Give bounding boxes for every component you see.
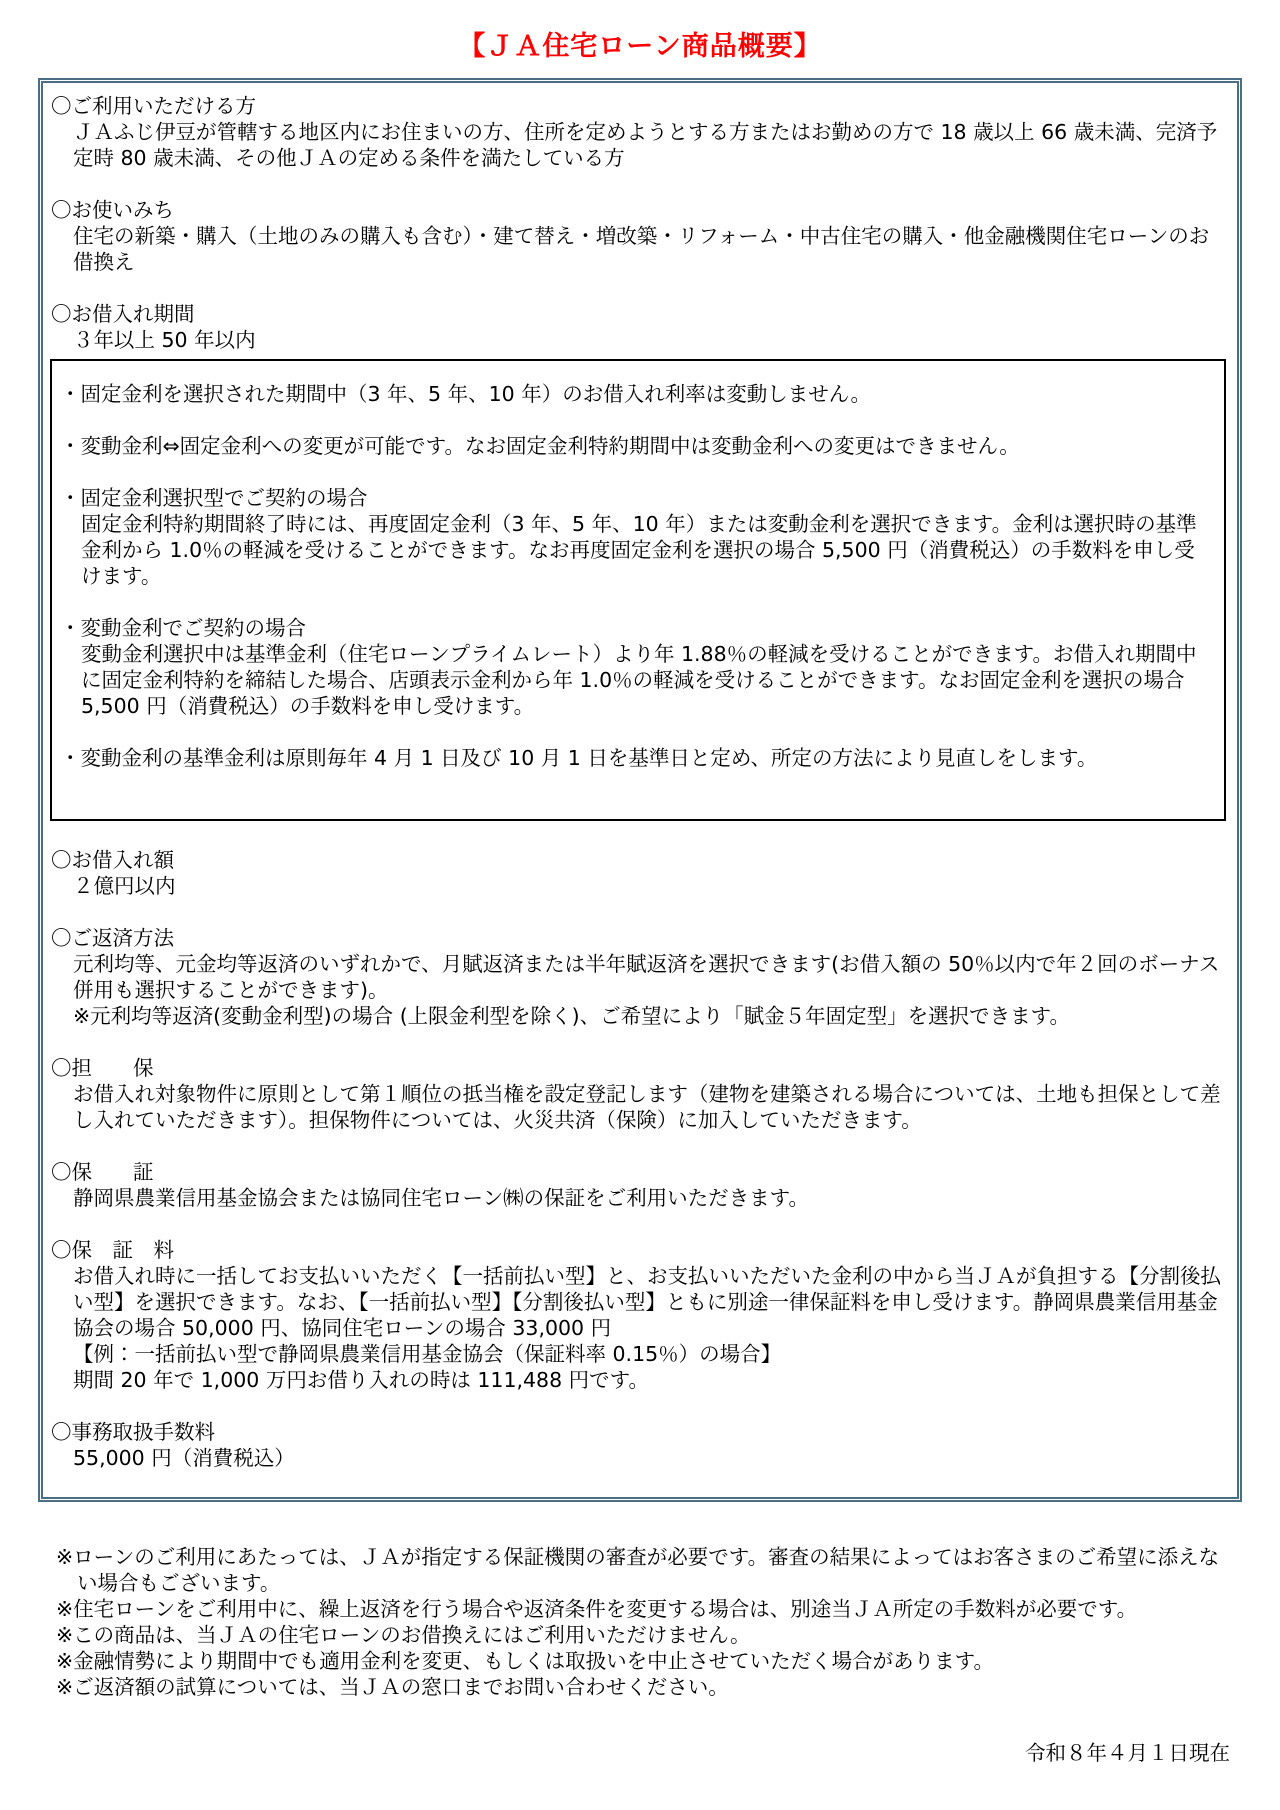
section-body: お借入れ時に一括してお支払いいただく【一括前払い型】と、お支払いいただいた金利の中から当ＪＡが負担する【分割後払い型】を選択できます。なお、【一括前払い型】【分割後払い型】ともに別途一律保証料を申し受けます。静岡県農業信用基金協会の場合 50,000 円、協同住宅ローンの場合 33,000 円 bbox=[73, 1264, 1221, 1340]
section-body: ３年以上 50 年以内 bbox=[73, 328, 256, 352]
section-repayment-method bbox=[51, 925, 1225, 1029]
rate-item-text: ・変動金利の基準金利は原則毎年 4 月 1 日及び 10 月 1 日を基準日と定め、所定の方法により見直しをします。 bbox=[60, 746, 1098, 770]
rate-item-body: 固定金利特約期間終了時には、再度固定金利（3 年、5 年、10 年）または変動金利を選択できます。金利は選択時の基準金利から 1.0％の軽減を受けることができます。なお再度固定金利を選択の場合 5,500 円（消費税込）の手数料を申し受けます。 bbox=[81, 512, 1197, 588]
rate-item-text: ・固定金利を選択された期間中（3 年、5 年、10 年）のお借入れ利率は変動しません。 bbox=[60, 382, 871, 406]
section-body: ２億円以内 bbox=[73, 874, 176, 898]
section-heading: 〇ご利用いただける方 bbox=[51, 94, 256, 118]
section-loan-term bbox=[51, 301, 1225, 353]
section-heading: 〇お借入れ額 bbox=[51, 848, 174, 872]
rate-item-body: 変動金利選択中は基準金利（住宅ローンプライムレート）より年 1.88％の軽減を受けることができます。お借入れ期間中に固定金利特約を締結した場合、店頭表示金利から年 1.0％の軽減を受けることができます。なお固定金利を選択の場合 5,500 円（消費税込）の手数料を申し受けます。 bbox=[81, 642, 1197, 718]
section-heading: 〇事務取扱手数料 bbox=[51, 1420, 215, 1444]
section-handling-fee bbox=[51, 1419, 1225, 1471]
section-collateral bbox=[51, 1055, 1225, 1133]
note-item: ※ご返済額の試算については、当ＪＡの窓口までお問い合わせください。 bbox=[56, 1675, 729, 1699]
section-heading: 〇お使いみち bbox=[51, 198, 174, 222]
date-stamp: 令和８年４月１日現在 bbox=[1025, 1741, 1230, 1765]
section-heading: 〇ご返済方法 bbox=[51, 926, 174, 950]
section-heading: 〇保 証 料 bbox=[51, 1238, 174, 1262]
section-body-example: 【例：一括前払い型で静岡県農業信用基金協会（保証料率 0.15％）の場合】 bbox=[73, 1342, 782, 1366]
section-guarantee-fee bbox=[51, 1237, 1225, 1393]
section-body: 55,000 円（消費税込） bbox=[73, 1446, 295, 1470]
section-heading: 〇保 証 bbox=[51, 1160, 154, 1184]
note-item: ※ローンのご利用にあたっては、ＪＡが指定する保証機関の審査が必要です。審査の結果によってはお客さまのご希望に添えない場合もございます。 bbox=[56, 1545, 1220, 1595]
section-body: 元利均等、元金均等返済のいずれかで、月賦返済または半年賦返済を選択できます(お借入額の 50％以内で年２回のボーナス併用も選択することができます)。 bbox=[73, 952, 1220, 1002]
section-body-example-value: 期間 20 年で 1,000 万円お借り入れの時は 111,488 円です。 bbox=[73, 1368, 650, 1392]
section-body: お借入れ対象物件に原則として第１順位の抵当権を設定登記します（建物を建築される場合については、土地も担保として差し入れていただきます）。担保物件については、火災共済（保険）に加入していただきます。 bbox=[73, 1082, 1221, 1132]
section-body-note: ※元利均等返済(変動金利型)の場合 (上限金利型を除く)、ご希望により「賦金５年固定型」を選択できます。 bbox=[73, 1004, 1071, 1028]
section-guarantee bbox=[51, 1159, 1225, 1211]
section-body: 静岡県農業信用基金協会または協同住宅ローン㈱の保証をご利用いただきます。 bbox=[73, 1186, 809, 1210]
section-loan-amount bbox=[51, 847, 1225, 899]
rate-item-base-rate-review bbox=[60, 745, 1214, 771]
footnotes bbox=[56, 1544, 1236, 1700]
rate-item-fixed-period bbox=[60, 381, 1214, 407]
document-title: 【ＪＡ住宅ローン商品概要】 bbox=[458, 31, 822, 62]
note-item: ※金融情勢により期間中でも適用金利を変更、もしくは取扱いを中止させていただく場合があります。 bbox=[56, 1649, 995, 1673]
rate-item-variable-contract bbox=[60, 615, 1214, 719]
section-heading: 〇お借入れ期間 bbox=[51, 302, 195, 326]
section-eligibility bbox=[51, 93, 1225, 171]
section-purpose bbox=[51, 197, 1225, 275]
rate-item-text: ・変動金利⇔固定金利への変更が可能です。なお固定金利特約期間中は変動金利への変更はできません。 bbox=[60, 434, 1020, 458]
rate-item-lead: ・固定金利選択型でご契約の場合 bbox=[60, 486, 368, 510]
section-body: ＪＡふじ伊豆が管轄する地区内にお住まいの方、住所を定めようとする方またはお勤めの方で 18 歳以上 66 歳未満、完済予定時 80 歳未満、その他ＪＡの定める条件を満たしている方 bbox=[73, 120, 1218, 170]
note-item: ※住宅ローンをご利用中に、繰上返済を行う場合や返済条件を変更する場合は、別途当ＪＡ所定の手数料が必要です。 bbox=[56, 1597, 1138, 1621]
rate-item-switch bbox=[60, 433, 1214, 459]
rate-info-box bbox=[50, 359, 1226, 821]
rate-item-lead: ・変動金利でご契約の場合 bbox=[60, 616, 306, 640]
note-item: ※この商品は、当ＪＡの住宅ローンのお借換えにはご利用いただけません。 bbox=[56, 1623, 751, 1647]
section-body: 住宅の新築・購入（土地のみの購入も含む）・建て替え・増改築・リフォーム・中古住宅の購入・他金融機関住宅ローンのお借換え bbox=[73, 224, 1210, 274]
section-heading: 〇担 保 bbox=[51, 1056, 154, 1080]
main-frame bbox=[38, 78, 1242, 1502]
rate-item-fixed-select-contract bbox=[60, 485, 1214, 589]
